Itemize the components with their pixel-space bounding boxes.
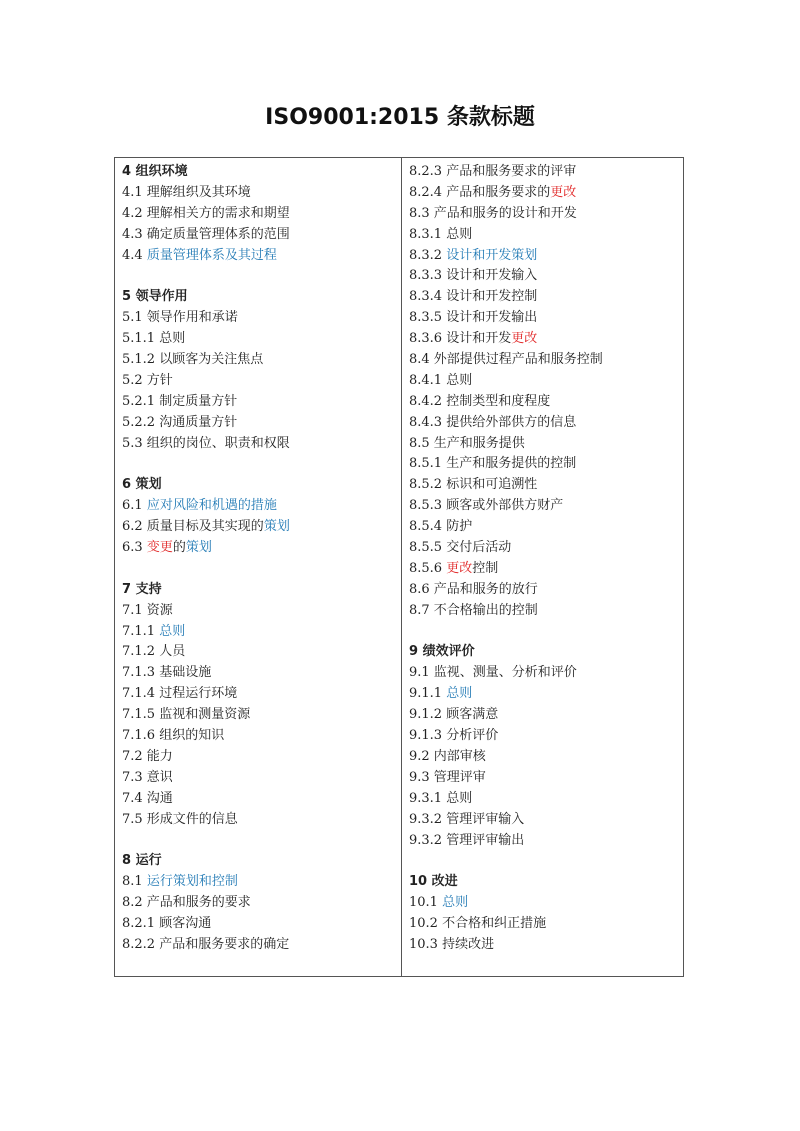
blue-highlight-text: 总则 xyxy=(446,686,473,702)
clause-item xyxy=(409,684,683,705)
clause-item xyxy=(409,225,683,246)
clause-item xyxy=(409,580,683,601)
clause-text: 4.4 xyxy=(122,247,147,263)
clause-item xyxy=(409,350,683,371)
clause-item xyxy=(122,872,401,893)
clause-item xyxy=(122,747,401,768)
clause-text: 7.2 能力 xyxy=(122,748,173,764)
clause-item xyxy=(122,329,401,350)
clause-text: 8.4.2 控制类型和度程度 xyxy=(409,393,551,409)
clause-item xyxy=(122,705,401,726)
section-heading xyxy=(122,851,401,872)
clause-text: 8.3.1 总则 xyxy=(409,226,473,242)
section-heading xyxy=(122,162,401,183)
red-highlight-text: 更改 xyxy=(550,184,577,200)
clause-item xyxy=(409,935,683,956)
clause-text: 6.2 质量目标及其实现的 xyxy=(122,519,264,535)
blue-highlight-text: 总则 xyxy=(159,623,186,639)
red-highlight-text: 更改 xyxy=(511,331,538,347)
clause-text: 的 xyxy=(172,540,186,556)
clause-item xyxy=(122,810,401,831)
clause-text: 9.2 内部审核 xyxy=(409,748,486,764)
clause-text: 8.5.5 交付后活动 xyxy=(409,540,512,556)
clause-item xyxy=(122,308,401,329)
clause-text: 9.1 监视、测量、分析和评价 xyxy=(409,665,577,681)
clause-item xyxy=(409,601,683,622)
clause-text: 8.5.2 标识和可追溯性 xyxy=(409,477,538,493)
clause-text: 4.1 理解组织及其环境 xyxy=(122,184,251,200)
clause-text: 5.2.2 沟通质量方针 xyxy=(122,414,238,430)
clause-text: 7.1.4 过程运行环境 xyxy=(122,686,238,702)
clause-item xyxy=(122,350,401,371)
clause-item xyxy=(409,663,683,684)
red-highlight-text: 更改 xyxy=(446,560,473,576)
clause-text: 7.5 形成文件的信息 xyxy=(122,811,238,827)
clause-text: 5.2 方针 xyxy=(122,372,173,388)
clause-text: 9.3 管理评审 xyxy=(409,769,486,785)
clause-item xyxy=(409,726,683,747)
clause-item xyxy=(122,413,401,434)
blank-line xyxy=(122,266,401,287)
clause-item xyxy=(122,914,401,935)
clause-item xyxy=(409,371,683,392)
clause-text: 8.6 产品和服务的放行 xyxy=(409,581,538,597)
clause-text: 6.3 xyxy=(122,540,147,556)
clause-text: 9.1.1 xyxy=(409,686,447,702)
red-highlight-text: 变更 xyxy=(146,540,173,556)
clause-text: 7.1.5 监视和测量资源 xyxy=(122,707,251,723)
clause-item xyxy=(409,705,683,726)
clause-text: 8.7 不合格输出的控制 xyxy=(409,602,538,618)
clause-text: 7.1.6 组织的知识 xyxy=(122,728,225,744)
clause-item xyxy=(409,454,683,475)
clause-item xyxy=(409,308,683,329)
section-heading xyxy=(122,580,401,601)
blank-line xyxy=(122,831,401,852)
clause-text: 7 支持 xyxy=(122,581,162,597)
clause-text: 8.3.6 设计和开发 xyxy=(409,331,512,347)
clause-text: 9.1.2 顾客满意 xyxy=(409,707,499,723)
clause-text: 8.2.1 顾客沟通 xyxy=(122,916,212,932)
clause-text: 9.3.2 管理评审输出 xyxy=(409,832,525,848)
clause-text: 8 运行 xyxy=(122,853,162,869)
clause-text: 8.5.4 防护 xyxy=(409,519,473,535)
clause-item xyxy=(122,371,401,392)
clause-item xyxy=(122,768,401,789)
clause-item xyxy=(409,434,683,455)
clause-text: 7.1.3 基础设施 xyxy=(122,665,212,681)
blue-highlight-text: 策划 xyxy=(263,519,290,535)
clause-item xyxy=(409,893,683,914)
clause-text: 8.3.4 设计和开发控制 xyxy=(409,289,538,305)
clause-text: 5.1.2 以顾客为关注焦点 xyxy=(122,352,264,368)
clause-text: 5.1.1 总则 xyxy=(122,331,186,347)
clause-text: 5.1 领导作用和承诺 xyxy=(122,310,238,326)
blue-highlight-text: 质量管理体系及其过程 xyxy=(146,247,277,263)
blank-line xyxy=(409,622,683,643)
clause-item xyxy=(409,496,683,517)
clause-item xyxy=(122,434,401,455)
clause-item xyxy=(122,642,401,663)
clause-item xyxy=(409,768,683,789)
clause-table xyxy=(114,157,684,977)
clause-item xyxy=(409,246,683,267)
clause-item xyxy=(409,831,683,852)
clause-text: 8.3 产品和服务的设计和开发 xyxy=(409,205,577,221)
clause-text: 7.1.2 人员 xyxy=(122,644,186,660)
clause-text: 8.5.3 顾客或外部供方财产 xyxy=(409,498,564,514)
left-column xyxy=(115,158,402,976)
blue-highlight-text: 策划 xyxy=(185,540,212,556)
clause-text: 6 策划 xyxy=(122,477,162,493)
clause-item xyxy=(409,392,683,413)
clause-text: 4.3 确定质量管理体系的范围 xyxy=(122,226,290,242)
clause-item xyxy=(409,183,683,204)
blue-highlight-text: 总则 xyxy=(442,895,469,911)
clause-text: 8.5.1 生产和服务提供的控制 xyxy=(409,456,577,472)
clause-text: 10.2 不合格和纠正措施 xyxy=(409,916,547,932)
blue-highlight-text: 设计和开发策划 xyxy=(446,247,538,263)
clause-text: 7.1.1 xyxy=(122,623,160,639)
clause-text: 8.4.1 总则 xyxy=(409,372,473,388)
blue-highlight-text: 运行策划和控制 xyxy=(146,874,238,890)
clause-text: 8.3.3 设计和开发输入 xyxy=(409,268,538,284)
clause-text: 8.2.3 产品和服务要求的评审 xyxy=(409,164,577,179)
clause-item xyxy=(409,475,683,496)
clause-text: 5 领导作用 xyxy=(122,289,188,305)
clause-item xyxy=(122,246,401,267)
clause-text: 8.2.2 产品和服务要求的确定 xyxy=(122,936,290,952)
clause-text: 4 组织环境 xyxy=(122,164,188,179)
clause-item xyxy=(409,162,683,183)
clause-item xyxy=(409,747,683,768)
clause-text: 控制 xyxy=(472,560,499,576)
clause-item xyxy=(122,225,401,246)
blank-line xyxy=(122,559,401,580)
clause-text: 10.3 持续改进 xyxy=(409,936,495,952)
clause-text: 8.5 生产和服务提供 xyxy=(409,435,525,451)
clause-text: 9.3.1 总则 xyxy=(409,790,473,806)
clause-item xyxy=(409,914,683,935)
clause-text: 9.3.2 管理评审输入 xyxy=(409,811,525,827)
clause-item xyxy=(122,392,401,413)
clause-text: 8.3.2 xyxy=(409,247,447,263)
clause-item xyxy=(409,204,683,225)
clause-item xyxy=(122,684,401,705)
clause-item xyxy=(409,559,683,580)
clause-item xyxy=(122,517,401,538)
clause-item xyxy=(122,601,401,622)
clause-item xyxy=(409,810,683,831)
blank-line xyxy=(122,454,401,475)
clause-text: 6.1 xyxy=(122,498,147,514)
clause-item xyxy=(122,183,401,204)
clause-item xyxy=(409,329,683,350)
clause-text: 8.1 xyxy=(122,874,147,890)
clause-item xyxy=(122,789,401,810)
clause-item xyxy=(409,413,683,434)
clause-text: 8.4 外部提供过程产品和服务控制 xyxy=(409,352,603,368)
clause-text: 5.2.1 制定质量方针 xyxy=(122,393,238,409)
clause-item xyxy=(409,538,683,559)
clause-item xyxy=(122,622,401,643)
clause-item xyxy=(122,496,401,517)
clause-text: 8.5.6 xyxy=(409,560,447,576)
clause-text: 8.4.3 提供给外部供方的信息 xyxy=(409,414,577,430)
right-column xyxy=(402,158,683,976)
clause-text: 7.3 意识 xyxy=(122,769,173,785)
clause-text: 8.3.5 设计和开发输出 xyxy=(409,310,538,326)
section-heading xyxy=(409,642,683,663)
clause-item xyxy=(409,266,683,287)
clause-item xyxy=(409,789,683,810)
clause-text: 8.2 产品和服务的要求 xyxy=(122,895,251,911)
clause-text: 4.2 理解相关方的需求和期望 xyxy=(122,205,290,221)
section-heading xyxy=(122,287,401,308)
clause-item xyxy=(409,287,683,308)
page-title: ISO9001:2015 条款标题 xyxy=(265,105,535,130)
section-heading xyxy=(122,475,401,496)
clause-item xyxy=(122,663,401,684)
clause-item xyxy=(122,893,401,914)
clause-text: 7.1 资源 xyxy=(122,602,173,618)
clause-text: 10.1 xyxy=(409,895,443,911)
clause-text: 8.2.4 产品和服务要求的 xyxy=(409,184,551,200)
clause-item xyxy=(409,517,683,538)
blank-line xyxy=(409,851,683,872)
clause-text: 9.1.3 分析评价 xyxy=(409,728,499,744)
clause-text: 5.3 组织的岗位、职责和权限 xyxy=(122,435,290,451)
clause-text: 9 绩效评价 xyxy=(409,644,475,660)
blue-highlight-text: 应对风险和机遇的措施 xyxy=(146,498,277,514)
clause-item xyxy=(122,935,401,956)
clause-text: 7.4 沟通 xyxy=(122,790,173,806)
clause-text: 10 改进 xyxy=(409,874,458,890)
clause-item xyxy=(122,204,401,225)
section-heading xyxy=(409,872,683,893)
clause-item xyxy=(122,726,401,747)
clause-item xyxy=(122,538,401,559)
